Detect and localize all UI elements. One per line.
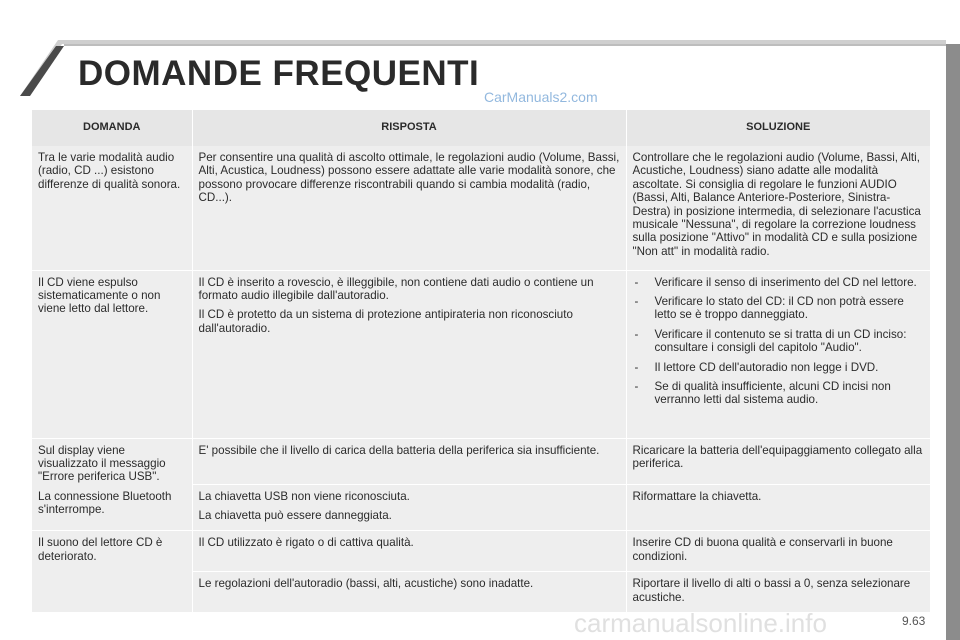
question-cell: Il suono del lettore CD è deteriorato. [32,531,192,613]
faq-table [32,110,930,613]
question-paragraph: La connessione Bluetooth s'interrompe. [38,489,172,517]
list-item: - Verificare il senso di inserimento del CD nel lettore. [633,276,925,289]
answer-cell: Per consentire una qualità di ascolto ottimale, le regolazioni audio (Volume, Bassi, Alti, Acustica, Loudness) possono essere adattate alle varie modalità sonore, che possono provocare differenze riscontrabili quando si cambia modalità (radio, CD...). [192,146,626,270]
watermark-bottom: carmanualsonline.info [574,608,827,638]
question-cell [32,438,192,531]
table-header-row [32,110,930,146]
answer-cell: E' possibile che il livello di carica della batteria della periferica sia insufficiente. [192,438,626,484]
list-item: - Se di qualità insufficiente, alcuni CD incisi non verranno letti dal sistema audio. [633,380,925,407]
answer-cell: Le regolazioni dell'autoradio (bassi, alti, acustiche) sono inadatte. [192,572,626,613]
answer-paragraph: La chiavetta USB non viene riconosciuta. [198,489,410,503]
answer-paragraph: Il CD è protetto da un sistema di protezione antipirateria non riconosciuto dall'autoradio. [198,308,573,335]
column-header-risposta: RISPOSTA [192,110,626,146]
answer-cell [192,270,626,438]
watermark-top: CarManuals2.com [484,89,598,105]
answer-paragraph: La chiavetta può essere danneggiata. [198,508,392,522]
question-cell: Tra le varie modalità audio (radio, CD ...) esistono differenze di qualità sonora. [32,146,192,270]
page-number: 9.63 [902,614,926,628]
header-line [64,44,946,46]
list-item: - Verificare il contenuto se si tratta di un CD inciso: consultare i consigli del capitolo "Audio". [633,328,925,355]
table-row [32,270,930,438]
solution-cell [626,270,930,438]
column-header-soluzione: SOLUZIONE [626,110,930,146]
solution-cell: Ricaricare la batteria dell'equipaggiamento collegato alla periferica. [626,438,930,484]
solution-cell: Inserire CD di buona qualità e conservarli in buone condizioni. [626,531,930,572]
solution-cell: Controllare che le regolazioni audio (Volume, Bassi, Alti, Acustiche, Loudness) siano adatte alle modalità ascoltate. Si consiglia di regolare le funzioni AUDIO (Bassi, Alti, Balance Anteriore-Posteriore, Sinistra-Destra) in posizione intermedia, di selezionare l'acustica musicale "Nessuna", di regolare la correzione loudness sulla posizione "Attivo" in modalità CD e sulla posizione "Non att" in modalità radio. [626,146,930,270]
table-row [32,146,930,270]
list-item: - Verificare lo stato del CD: il CD non potrà essere letto se è troppo danneggiato. [633,295,925,322]
answer-paragraph: Il CD è inserito a rovescio, è illeggibile, non contiene dati audio o contiene un formato audio illegibile dall'autoradio. [198,275,594,302]
list-item: - Il lettore CD dell'autoradio non legge i DVD. [633,361,925,374]
column-header-domanda: DOMANDA [32,110,192,146]
answer-cell [192,484,626,531]
question-cell: Il CD viene espulso sistematicamente o non viene letto dal lettore. [32,270,192,438]
solution-cell: Riportare il livello di alti o bassi a 0, senza selezionare acustiche. [626,572,930,613]
answer-cell: Il CD utilizzato è rigato o di cattiva qualità. [192,531,626,572]
page-title: DOMANDE FREQUENTI [78,54,480,93]
solution-cell: Riformattare la chiavetta. [626,484,930,531]
right-edge-strip [946,44,960,640]
question-paragraph: Sul display viene visualizzato il messaggio "Errore periferica USB". [38,443,166,484]
header-shape-dark [20,46,64,96]
table-row [32,438,930,484]
table-row [32,531,930,572]
solution-list [633,276,925,407]
